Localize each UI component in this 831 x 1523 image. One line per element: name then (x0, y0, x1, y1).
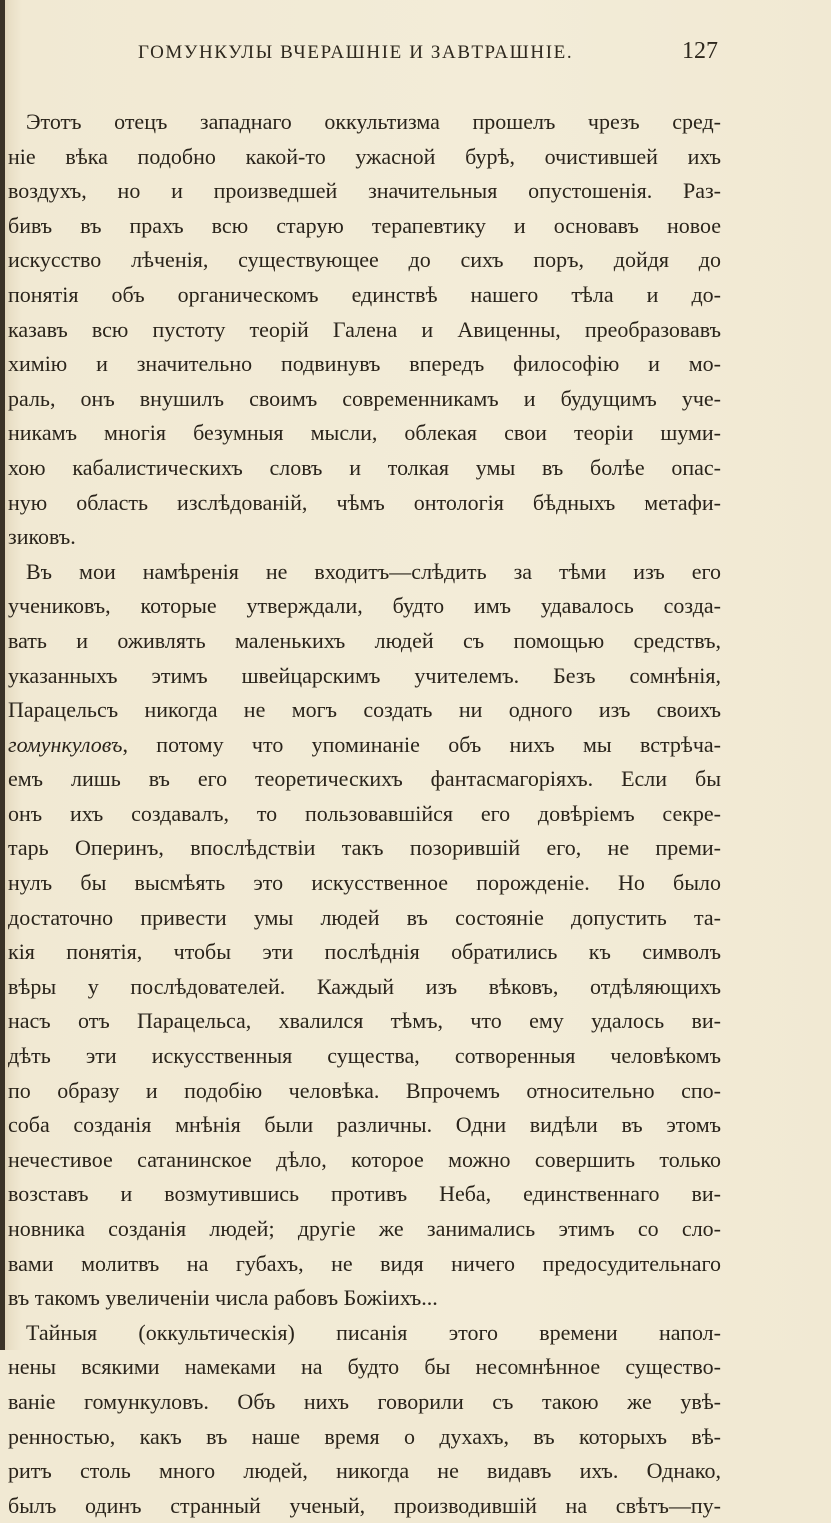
text-line: указанныхъ этимъ швейцарскимъ учителемъ. Безъ сомнѣнія, (8, 662, 721, 688)
text-line: учениковъ, которые утверждали, будто имъ удавалось созда- (8, 593, 721, 619)
text-line: вѣры у послѣдователей. Каждый изъ вѣковъ, отдѣляющихъ (8, 973, 721, 999)
text-line: искусство лѣченія, существующее до сихъ поръ, дойдя до (8, 247, 721, 273)
running-head: ГОМУНКУЛЫ ВЧЕРАШНІЕ И ЗАВТРАШНІЕ. (138, 42, 574, 63)
text-line: нены всякими намеками на будто бы несомнѣнное существо- (8, 1354, 721, 1380)
text-line: Въ мои намѣренія не входитъ—слѣдить за тѣми изъ его (26, 558, 721, 584)
text-line: онъ ихъ создавалъ, то пользовавшійся его довѣріемъ секре- (8, 800, 721, 826)
text-line: хою кабалистическихъ словъ и толкая умы въ болѣе опас- (8, 454, 721, 480)
text-line: тарь Оперинъ, впослѣдствіи такъ позорившій его, не преми- (8, 835, 721, 861)
text-line: ную область изслѣдованій, чѣмъ онтологія бѣдныхъ метафи- (8, 489, 721, 515)
text-line: Парацельсъ никогда не могъ создать ни одного изъ своихъ (8, 697, 721, 723)
text-line: зиковъ. (8, 524, 76, 550)
text-line: по образу и подобію человѣка. Впрочемъ относительно спо- (8, 1077, 721, 1103)
text-line: ритъ столь много людей, никогда не видавъ ихъ. Однако, (8, 1458, 721, 1484)
page-gutter-edge (0, 0, 5, 1350)
body-text (8, 105, 721, 1523)
text-line: казавъ всю пустоту теорій Галена и Авиценны, преобразовавъ (8, 316, 721, 342)
text-line: раль, онъ внушилъ своимъ современникамъ и будущимъ уче- (8, 385, 721, 411)
text-line: былъ одинъ странный ученый, производившій на свѣтъ—пу- (8, 1492, 721, 1518)
text-line: кія понятія, чтобы эти послѣднія обратились къ символъ (8, 939, 721, 965)
text-line: Этотъ отецъ западнаго оккультизма прошелъ чрезъ сред- (26, 109, 721, 134)
emphasized-word: гомункуловъ (8, 731, 123, 757)
text-line: ренностью, какъ въ наше время о духахъ, въ которыхъ вѣ- (8, 1423, 721, 1449)
text-line: бивъ въ прахъ всю старую терапевтику и основавъ новое (8, 212, 721, 238)
text-line: гомункуловъ, потому что упоминаніе объ нихъ мы встрѣча- (8, 731, 721, 757)
text-line: насъ отъ Парацельса, хвалился тѣмъ, что ему удалось ви- (8, 1008, 721, 1034)
text-line: вами молитвъ на губахъ, не видя ничего предосудительнаго (8, 1250, 721, 1276)
text-line: ніе вѣка подобно какой-то ужасной бурѣ, очистившей ихъ (8, 143, 721, 169)
text-line: соба созданія мнѣнія были различны. Одни видѣли въ этомъ (8, 1112, 721, 1138)
text-line: достаточно привести умы людей въ состояніе допустить та- (8, 904, 721, 930)
text-line: возставъ и возмутившись противъ Неба, единственнаго ви- (8, 1181, 721, 1207)
text-line: новника созданія людей; другіе же занимались этимъ со сло- (8, 1216, 721, 1241)
text-line: емъ лишь въ его теоретическихъ фантасмагоріяхъ. Если бы (8, 766, 721, 792)
text-line: ваніе гомункуловъ. Объ нихъ говорили съ такою же увѣ- (8, 1388, 721, 1414)
text-line: дѣть эти искусственныя существа, сотворенныя человѣкомъ (8, 1043, 721, 1069)
text-line: воздухъ, но и произведшей значительныя опустошенія. Раз- (8, 178, 721, 204)
text-line: нулъ бы высмѣять это искусственное порожденіе. Но было (8, 870, 721, 896)
text-line: Тайныя (оккультическія) писанія этого времени напол- (26, 1319, 721, 1345)
page-header (0, 38, 831, 72)
page-number: 127 (682, 38, 718, 64)
text-line: въ такомъ увеличеніи числа рабовъ Божіихъ... (8, 1285, 438, 1311)
text-line: нечестивое сатанинское дѣло, которое можно совершить только (8, 1146, 721, 1172)
text-line: понятія объ органическомъ единствѣ нашего тѣла и до- (8, 281, 721, 307)
text-line: вать и оживлять маленькихъ людей съ помощью средствъ, (8, 627, 721, 653)
text-line: никамъ многія безумныя мысли, облекая свои теоріи шуми- (8, 420, 721, 446)
text-line: химію и значительно подвинувъ впередъ философію и мо- (8, 351, 721, 377)
